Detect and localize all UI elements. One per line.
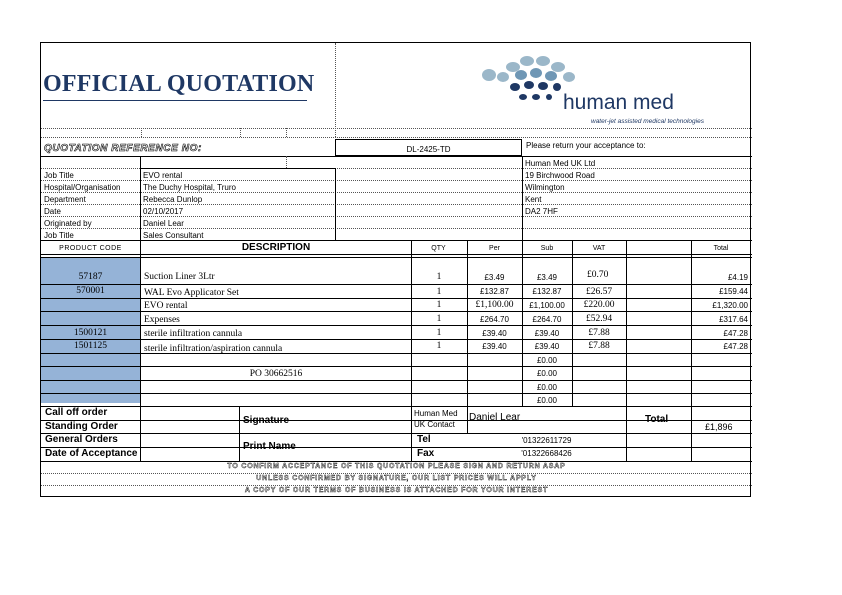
item-qty: 1	[436, 300, 442, 310]
page-title: OFFICIAL QUOTATION	[43, 71, 315, 97]
column-header-per: Per	[489, 245, 500, 252]
po-number: PO 30662516	[249, 369, 303, 379]
item-description: sterile infiltration cannula	[144, 329, 243, 339]
empty-sub-value: £0.00	[536, 383, 558, 392]
footer-line: TO CONFIRM ACCEPTANCE OF THIS QUOTATION PLEASE SIGN AND RETURN ASAP	[227, 463, 566, 470]
quotation-reference-value: DL-2425-TD	[406, 145, 451, 154]
item-per: £1,100.00	[475, 300, 514, 310]
item-per: £3.49	[484, 273, 505, 282]
order-type-label: Call off order	[45, 407, 108, 418]
item-sub: £39.40	[534, 329, 560, 338]
detail-label: Job Title	[44, 231, 74, 240]
return-address-line: Wilmington	[525, 183, 565, 192]
tel-value: '01322611729	[521, 436, 572, 445]
footer-line: UNLESS CONFIRMED BY SIGNATURE, OUR LIST PRICES WILL APPLY	[256, 475, 537, 482]
detail-value: The Duchy Hospital, Truro	[143, 183, 236, 192]
item-description: Suction Liner 3Ltr	[144, 272, 215, 282]
item-total: £47.28	[723, 342, 748, 351]
item-per: £264.70	[480, 315, 509, 324]
item-sub: £1,100.00	[529, 301, 565, 310]
detail-value: Sales Consultant	[143, 231, 204, 240]
item-description: Expenses	[144, 315, 180, 325]
contact-label: UK Contact	[414, 420, 455, 429]
item-vat: £0.70	[587, 270, 609, 280]
column-header-sub: Sub	[540, 245, 554, 252]
column-header-qty: QTY	[431, 245, 446, 252]
detail-label: Date	[44, 207, 61, 216]
item-total: £4.19	[727, 273, 748, 282]
fax-value: '01322668426	[521, 449, 572, 458]
column-header-code: PRODUCT CODE	[59, 245, 122, 252]
item-code: 570001	[76, 286, 105, 296]
title-underline	[43, 100, 307, 101]
item-sub: £132.87	[532, 287, 562, 296]
detail-value: 02/10/2017	[143, 207, 184, 216]
signature-label: Signature	[243, 415, 290, 426]
return-address-line: Kent	[525, 195, 542, 204]
quotation-sheet	[40, 42, 751, 497]
order-type-label: Date of Acceptance	[45, 448, 138, 459]
fax-label: Fax	[417, 448, 435, 459]
order-type-label: General Orders	[45, 434, 118, 445]
tel-label: Tel	[417, 434, 431, 445]
item-sub: £39.40	[534, 342, 560, 351]
detail-label: Job Title	[44, 171, 74, 180]
empty-sub-value: £0.00	[536, 356, 558, 365]
item-total: £47.28	[723, 329, 748, 338]
item-description: sterile infiltration/aspiration cannula	[144, 344, 283, 354]
item-description: EVO rental	[144, 301, 188, 311]
grand-total-label: Total	[645, 414, 669, 425]
footer-line: A COPY OF OUR TERMS OF BUSINESS IS ATTACHED FOR YOUR INTEREST	[244, 487, 549, 494]
print-name-label: Print Name	[243, 441, 296, 452]
item-vat: £26.57	[585, 287, 613, 297]
empty-sub-value: £0.00	[536, 369, 558, 378]
return-address-line: 19 Birchwood Road	[525, 171, 595, 180]
item-code: 1500121	[73, 328, 108, 338]
contact-name: Daniel Lear	[469, 412, 521, 423]
header-divider	[335, 43, 336, 137]
column-header-description: DESCRIPTION	[241, 242, 311, 253]
item-vat: £7.88	[588, 328, 610, 338]
item-qty: 1	[436, 341, 442, 351]
item-total: £1,320.00	[712, 301, 748, 310]
item-vat: £52.94	[585, 314, 613, 324]
item-sub: £264.70	[532, 315, 562, 324]
detail-value: Rebecca Dunlop	[143, 195, 203, 204]
quotation-reference-label: QUOTATION REFERENCE NO:	[44, 143, 202, 154]
detail-value: EVO rental	[143, 171, 183, 180]
item-per: £132.87	[480, 287, 509, 296]
contact-label: Human Med	[414, 409, 458, 418]
item-per: £39.40	[482, 342, 507, 351]
item-qty: 1	[436, 272, 442, 282]
return-address-line: DA2 7HF	[525, 207, 558, 216]
brand-name: human med	[563, 91, 674, 114]
detail-label: Hospital/Organisation	[44, 183, 121, 192]
item-qty: 1	[436, 287, 442, 297]
item-vat: £7.88	[588, 341, 610, 351]
column-header-total: Total	[713, 245, 729, 252]
item-vat: £220.00	[583, 300, 615, 310]
item-code: 57187	[78, 272, 103, 282]
return-address-line: Human Med UK Ltd	[525, 159, 596, 168]
order-type-label: Standing Order	[45, 421, 118, 432]
item-total: £317.64	[719, 315, 748, 324]
item-per: £39.40	[482, 329, 507, 338]
item-code: 1501125	[74, 341, 107, 351]
item-qty: 1	[436, 328, 442, 338]
detail-label: Department	[44, 195, 86, 204]
item-total: £159.44	[719, 287, 748, 296]
grand-total-value: £1,896	[705, 422, 733, 432]
detail-value: Daniel Lear	[143, 219, 184, 228]
brand-tagline: water-jet assisted medical technologies	[591, 118, 704, 125]
item-description: WAL Evo Applicator Set	[144, 288, 239, 298]
item-qty: 1	[436, 314, 442, 324]
empty-sub-value: £0.00	[536, 396, 558, 405]
item-sub: £3.49	[536, 273, 558, 282]
detail-label: Originated by	[44, 219, 92, 228]
return-note: Please return your acceptance to:	[526, 141, 646, 150]
column-header-vat: VAT	[592, 245, 606, 252]
